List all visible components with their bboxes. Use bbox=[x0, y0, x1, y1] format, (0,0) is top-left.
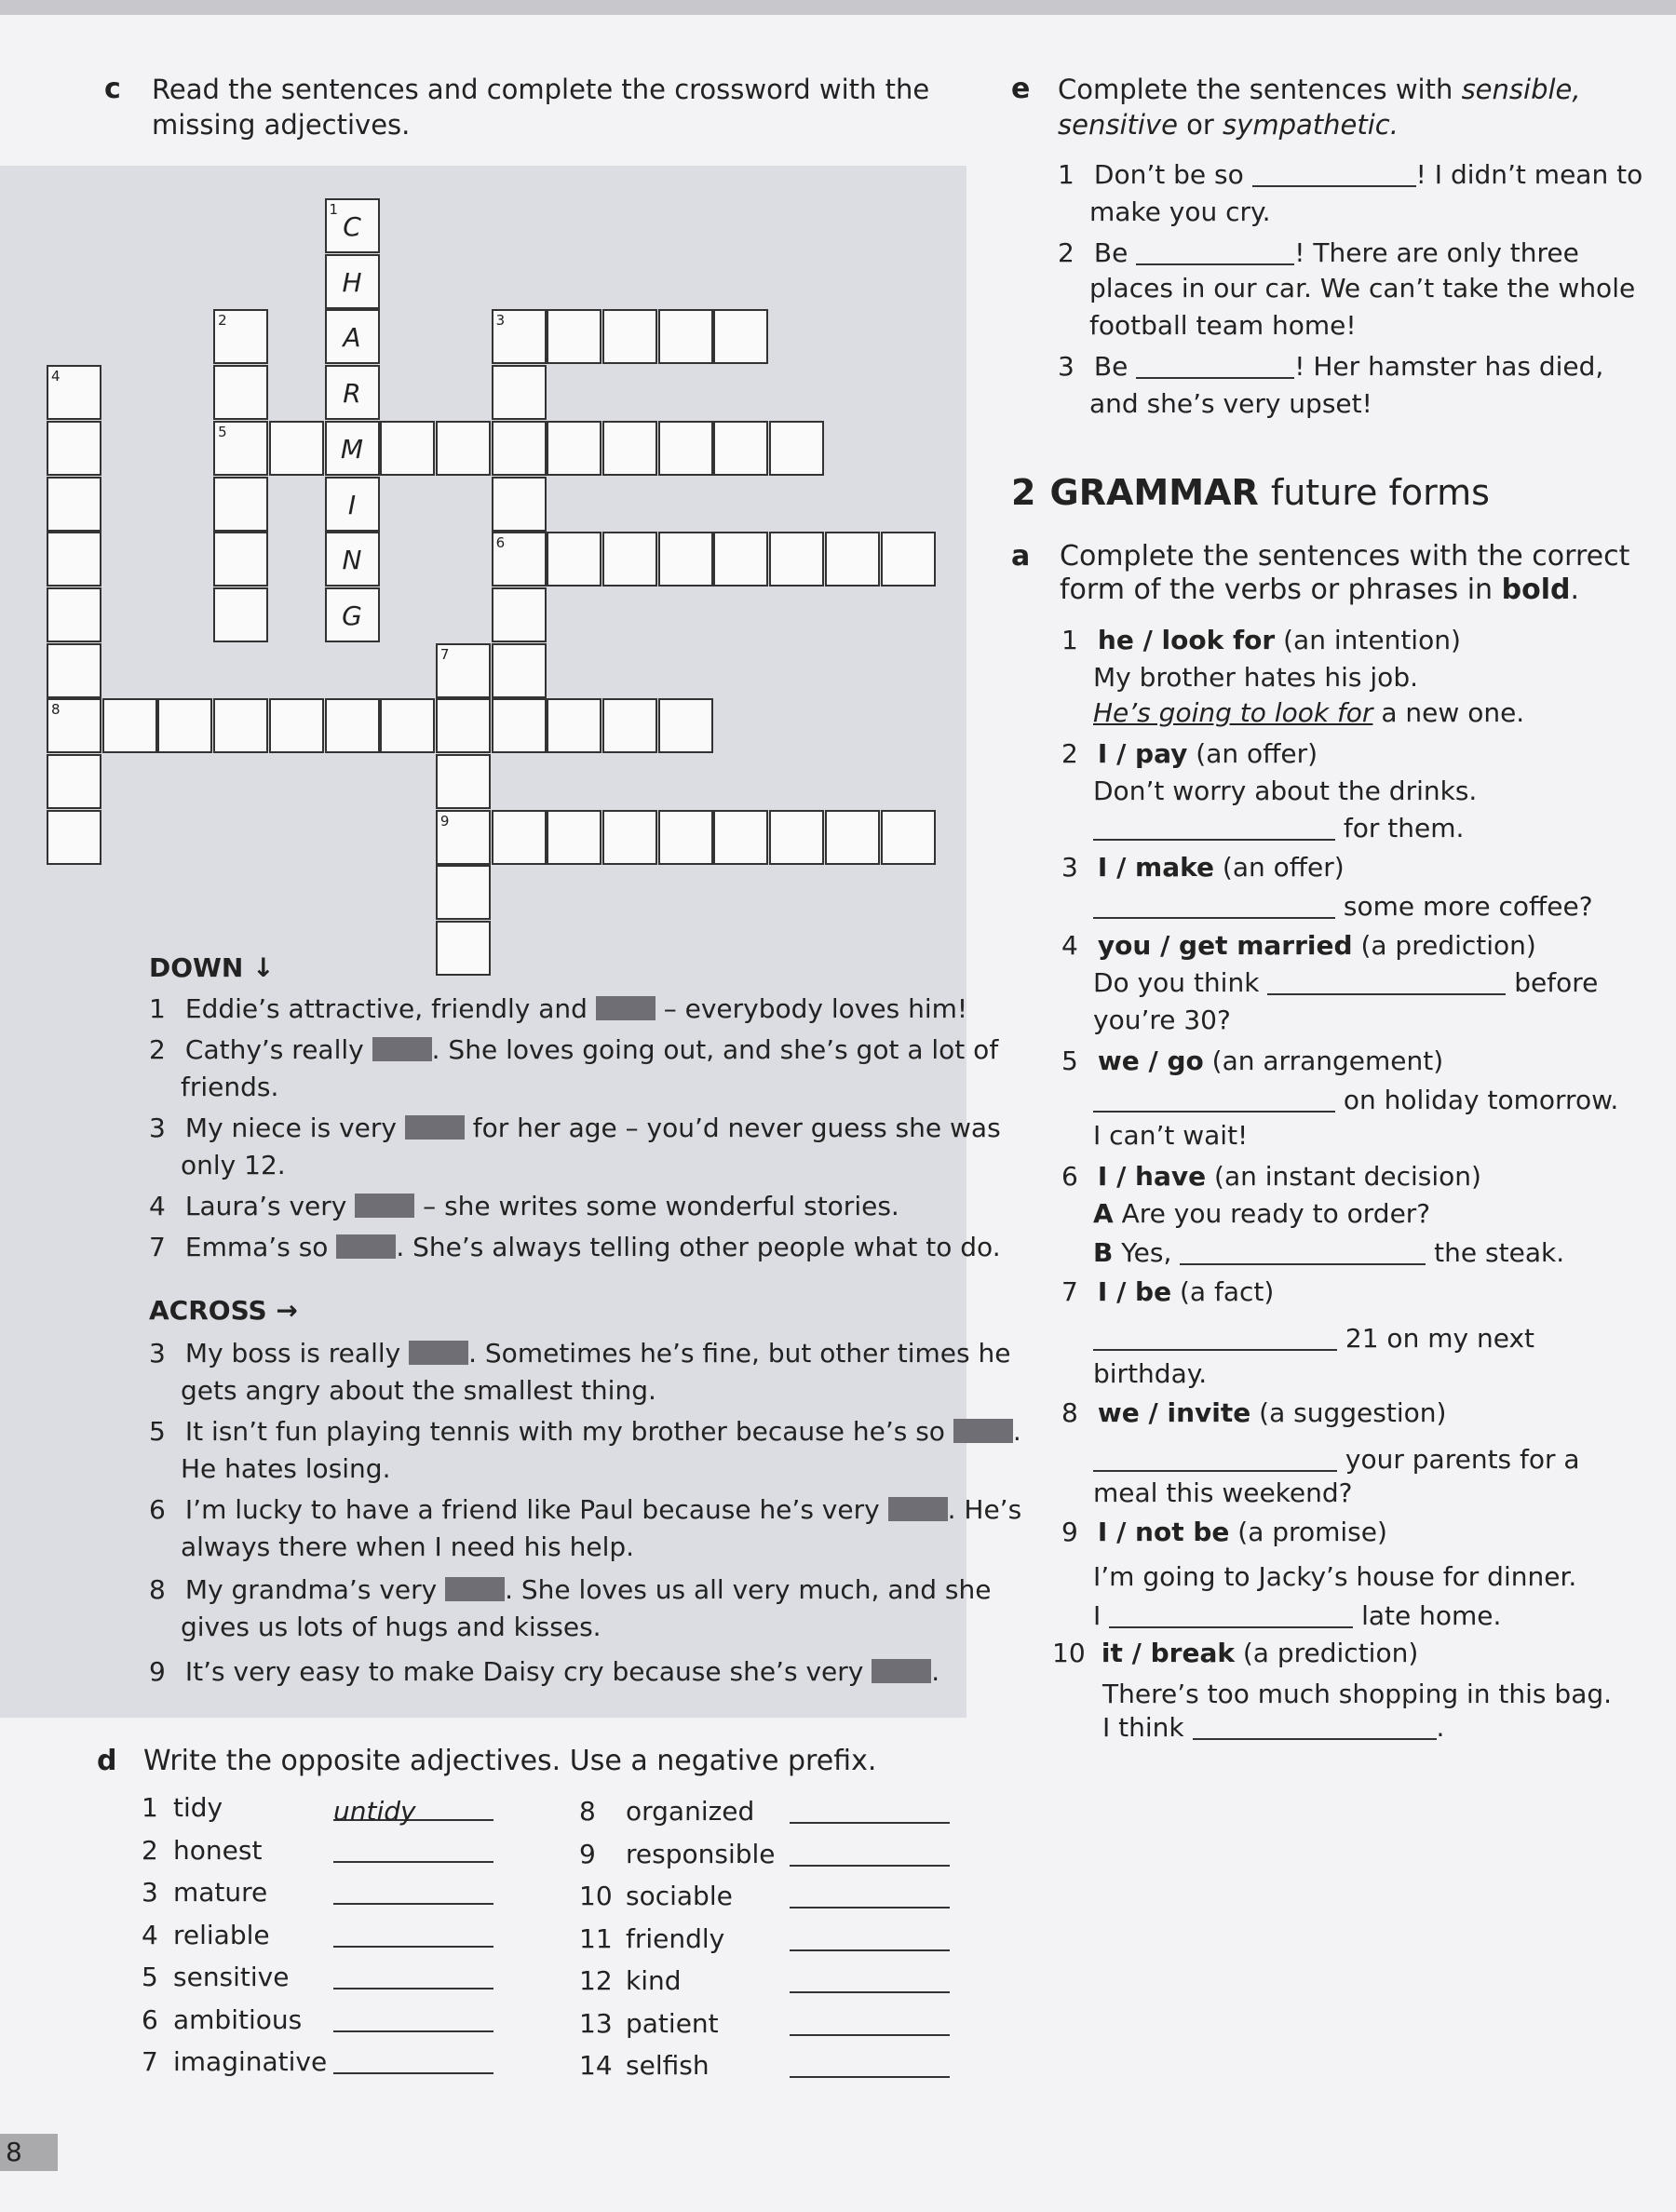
cell-number: 5 bbox=[218, 423, 227, 440]
crossword-cell[interactable] bbox=[492, 698, 547, 753]
g-item-1-line: My brother hates his job. bbox=[1093, 662, 1418, 693]
g-item-3: 3 I / make (an offer) bbox=[1061, 852, 1345, 883]
item-word: mature bbox=[173, 1877, 268, 1908]
page-number: 8 bbox=[0, 2134, 58, 2171]
item-word: honest bbox=[173, 1834, 263, 1866]
g-item-7: 7 I / be (a fact) bbox=[1061, 1276, 1275, 1307]
top-edge bbox=[0, 0, 1676, 15]
section-c-instruction-2: missing adjectives. bbox=[152, 109, 411, 141]
opposite-item bbox=[142, 1789, 493, 1827]
item-number: 3 bbox=[142, 1877, 158, 1908]
section-e-instruction-2: sensitive or sympathetic. bbox=[1058, 109, 1399, 141]
e-item-1: 1 Don’t be so ! I didn’t mean to bbox=[1058, 159, 1643, 190]
item-word: tidy bbox=[173, 1792, 223, 1823]
g-item-2: 2 I / pay (an offer) bbox=[1061, 738, 1318, 769]
crossword-cell[interactable] bbox=[602, 309, 657, 364]
cell-number: 7 bbox=[439, 645, 450, 663]
crossword-cell[interactable] bbox=[269, 421, 324, 476]
opposite-item bbox=[142, 2002, 493, 2039]
across-clue-9: 9 It’s very easy to make Daisy cry because she’s very . bbox=[149, 1656, 940, 1687]
answer-blank[interactable] bbox=[1109, 1600, 1353, 1628]
crossword-cell[interactable] bbox=[492, 365, 547, 420]
item-word: ambitious bbox=[173, 2003, 303, 2035]
item-number: 8 bbox=[579, 1796, 596, 1827]
g-item-9-line: I’m going to Jacky’s house for dinner. bbox=[1093, 1561, 1577, 1592]
section-c-letter: c bbox=[104, 73, 121, 105]
item-word: friendly bbox=[626, 1922, 725, 1954]
g-item-10-line: There’s too much shopping in this bag. bbox=[1102, 1679, 1613, 1709]
section-d-instruction: Write the opposite adjectives. Use a negative prefix. bbox=[143, 1745, 877, 1777]
opposite-item bbox=[579, 1921, 950, 1958]
item-word: selfish bbox=[626, 2050, 710, 2081]
crossword-cell[interactable] bbox=[547, 532, 601, 587]
crossword-cell[interactable] bbox=[547, 309, 601, 364]
opposite-item bbox=[142, 1959, 493, 1996]
item-word: reliable bbox=[173, 1919, 270, 1950]
crossword-cell[interactable] bbox=[213, 698, 268, 753]
crossword-cell[interactable] bbox=[492, 309, 547, 364]
answer-blank[interactable] bbox=[1093, 1444, 1337, 1472]
crossword-cell[interactable] bbox=[157, 698, 212, 753]
item-word: responsible bbox=[626, 1838, 776, 1869]
g-item-8-answer: your parents for a bbox=[1093, 1441, 1580, 1478]
answer-blank[interactable] bbox=[333, 1962, 493, 1989]
cell-number: 1 bbox=[329, 201, 339, 218]
e-item-2-cont2: football team home! bbox=[1089, 310, 1357, 341]
item-number: 2 bbox=[142, 1834, 158, 1866]
answer-blank[interactable] bbox=[1136, 237, 1294, 265]
crossword-cell[interactable] bbox=[325, 477, 380, 532]
crossword-cell[interactable] bbox=[547, 698, 601, 753]
answer-blank[interactable] bbox=[333, 2046, 493, 2074]
g-item-9: 9 I / not be (a promise) bbox=[1061, 1517, 1387, 1547]
e-item-2: 2 Be ! There are only three bbox=[1058, 237, 1579, 268]
crossword-cell[interactable] bbox=[492, 421, 547, 476]
answer-blank[interactable] bbox=[790, 1796, 950, 1824]
crossword-cell[interactable] bbox=[547, 810, 601, 865]
crossword-cell[interactable] bbox=[881, 532, 936, 587]
crossword-cell[interactable] bbox=[213, 421, 268, 476]
crossword-cell[interactable] bbox=[825, 810, 880, 865]
g-item-3-answer: some more coffee? bbox=[1093, 888, 1593, 925]
down-clue-3-cont: only 12. bbox=[181, 1150, 286, 1180]
crossword-cell[interactable] bbox=[492, 643, 547, 698]
crossword-cell[interactable] bbox=[325, 421, 380, 476]
crossword-cell[interactable] bbox=[213, 587, 268, 642]
crossword-cell[interactable] bbox=[547, 421, 601, 476]
answer-blank[interactable] bbox=[333, 2004, 493, 2032]
grammar-a-letter: a bbox=[1011, 540, 1031, 573]
crossword-cell[interactable] bbox=[436, 754, 491, 809]
opposite-item bbox=[579, 1836, 950, 1873]
answer-blank[interactable] bbox=[790, 2050, 950, 2078]
item-number: 14 bbox=[579, 2050, 613, 2081]
g-item-8: 8 we / invite (a suggestion) bbox=[1061, 1397, 1447, 1428]
crossword-cell[interactable] bbox=[492, 587, 547, 642]
answer-blank[interactable] bbox=[1136, 351, 1294, 379]
answer-blank[interactable] bbox=[790, 1965, 950, 1993]
item-word: sensitive bbox=[173, 1962, 290, 1992]
crossword-cell[interactable] bbox=[47, 643, 101, 698]
cell-number: 4 bbox=[51, 368, 61, 385]
answer-blank[interactable] bbox=[333, 1920, 493, 1948]
e-item-2-cont: places in our car. We can’t take the whole bbox=[1089, 273, 1636, 303]
item-number: 6 bbox=[142, 2003, 158, 2035]
section-e-instruction-1: Complete the sentences with sensible, bbox=[1058, 74, 1581, 105]
cell-number: 3 bbox=[495, 312, 506, 330]
crossword-cell[interactable] bbox=[769, 532, 824, 587]
g-item-1-answer: He’s going to look for a new one. bbox=[1093, 697, 1525, 728]
crossword-cell[interactable] bbox=[102, 698, 157, 753]
across-clue-3-cont: gets angry about the smallest thing. bbox=[181, 1375, 656, 1406]
across-clue-5-cont: He hates losing. bbox=[181, 1453, 391, 1484]
crossword-cell[interactable] bbox=[325, 365, 380, 420]
answer-blank[interactable] bbox=[333, 1835, 493, 1863]
opposite-item bbox=[579, 1793, 950, 1830]
crossword-cell[interactable] bbox=[713, 810, 768, 865]
crossword-cell[interactable] bbox=[380, 421, 435, 476]
down-clue-3: 3 My niece is very for her age – you’d never guess she was bbox=[149, 1113, 1001, 1143]
crossword-cell[interactable] bbox=[325, 198, 380, 253]
crossword-cell[interactable] bbox=[325, 532, 380, 587]
opposite-item bbox=[142, 2043, 493, 2081]
g-item-1: 1 he / look for (an intention) bbox=[1061, 625, 1461, 655]
down-clue-7: 7 Emma’s so . She’s always telling other people what to do. bbox=[149, 1232, 1001, 1262]
opposite-item bbox=[142, 1832, 493, 1869]
down-clue-2-cont: friends. bbox=[181, 1072, 279, 1102]
crossword-cell[interactable] bbox=[47, 587, 101, 642]
crossword-cell[interactable] bbox=[47, 532, 101, 587]
crossword-cell[interactable] bbox=[769, 810, 824, 865]
down-heading: DOWN ↓ bbox=[149, 952, 275, 983]
crossword-cell[interactable] bbox=[658, 532, 713, 587]
g-item-4-line: Do you think before bbox=[1093, 967, 1599, 998]
crossword-cell[interactable] bbox=[269, 698, 324, 753]
answer-blank[interactable] bbox=[1180, 1237, 1426, 1265]
crossword-cell[interactable] bbox=[436, 865, 491, 920]
crossword-cell[interactable] bbox=[325, 254, 380, 309]
across-clue-8: 8 My grandma’s very . She loves us all very much, and she bbox=[149, 1574, 992, 1605]
crossword-cell[interactable] bbox=[47, 754, 101, 809]
crossword-cell[interactable] bbox=[825, 532, 880, 587]
item-word: imaginative bbox=[173, 2046, 328, 2077]
cell-number: 8 bbox=[51, 701, 61, 719]
item-number: 4 bbox=[142, 1919, 158, 1950]
cell-letter: M bbox=[340, 433, 364, 465]
g-item-7-answer: 21 on my next bbox=[1093, 1320, 1534, 1357]
item-number: 7 bbox=[142, 2046, 158, 2077]
section-e-letter: e bbox=[1011, 73, 1031, 105]
answer-blank[interactable] bbox=[1093, 1085, 1335, 1113]
answer-blank[interactable] bbox=[1093, 813, 1335, 841]
item-number: 11 bbox=[579, 1922, 613, 1954]
item-number: 10 bbox=[579, 1881, 613, 1911]
answer-blank[interactable] bbox=[333, 1877, 493, 1905]
answer-blank[interactable] bbox=[1267, 967, 1506, 995]
crossword-cell[interactable] bbox=[658, 421, 713, 476]
crossword-cell[interactable] bbox=[492, 532, 547, 587]
crossword-cell[interactable] bbox=[436, 421, 491, 476]
section-d-letter: d bbox=[97, 1745, 117, 1777]
across-heading: ACROSS → bbox=[149, 1295, 298, 1326]
item-word: sociable bbox=[626, 1881, 733, 1911]
cell-letter: R bbox=[343, 378, 361, 410]
across-clue-3: 3 My boss is really . Sometimes he’s fine, but other times he bbox=[149, 1338, 1011, 1369]
crossword-cell[interactable] bbox=[713, 309, 768, 364]
item-number: 9 bbox=[579, 1838, 596, 1869]
crossword-cell[interactable] bbox=[47, 810, 101, 865]
crossword-cell[interactable] bbox=[602, 421, 657, 476]
across-clue-8-cont: gives us lots of hugs and kisses. bbox=[181, 1612, 601, 1642]
opposite-item bbox=[142, 1874, 493, 1911]
g-item-10: 10 it / break (a prediction) bbox=[1052, 1638, 1419, 1668]
e-item-3: 3 Be ! Her hamster has died, bbox=[1058, 351, 1604, 382]
cell-number: 6 bbox=[495, 534, 506, 552]
item-word: organized bbox=[626, 1796, 755, 1827]
g-item-6-b: B Yes, the steak. bbox=[1093, 1237, 1565, 1268]
opposite-item bbox=[579, 1962, 950, 2000]
answer-text: untidy bbox=[333, 1796, 416, 1827]
crossword-cell[interactable] bbox=[213, 365, 268, 420]
g-item-6-a: A Are you ready to order? bbox=[1093, 1198, 1431, 1229]
crossword-cell[interactable] bbox=[436, 698, 491, 753]
g-item-6: 6 I / have (an instant decision) bbox=[1061, 1161, 1481, 1192]
g-item-8-cont: meal this weekend? bbox=[1093, 1477, 1353, 1508]
item-word: patient bbox=[626, 2007, 719, 2039]
crossword-cell[interactable] bbox=[47, 698, 101, 753]
g-item-5-cont: I can’t wait! bbox=[1093, 1120, 1249, 1151]
crossword-cell[interactable] bbox=[380, 698, 435, 753]
cell-letter: A bbox=[343, 322, 361, 354]
cell-letter: N bbox=[342, 545, 362, 576]
g-item-7-cont: birthday. bbox=[1093, 1358, 1208, 1389]
g-item-4-cont: you’re 30? bbox=[1093, 1005, 1231, 1035]
item-number: 13 bbox=[579, 2007, 613, 2039]
crossword-cell[interactable] bbox=[602, 810, 657, 865]
crossword-cell[interactable] bbox=[47, 421, 101, 476]
g-item-9-answer: I late home. bbox=[1093, 1600, 1502, 1631]
down-clue-4: 4 Laura’s very – she writes some wonderful stories. bbox=[149, 1191, 899, 1221]
answer-blank[interactable] bbox=[790, 1881, 950, 1909]
g-item-2-answer: for them. bbox=[1093, 810, 1464, 847]
cell-letter: H bbox=[342, 266, 362, 298]
answer-blank[interactable] bbox=[790, 2008, 950, 2036]
item-word: kind bbox=[626, 1965, 682, 1996]
crossword-cell[interactable] bbox=[213, 532, 268, 587]
crossword-cell[interactable] bbox=[713, 421, 768, 476]
opposite-item bbox=[579, 1878, 950, 1915]
grammar-a-instruction-1: Complete the sentences with the correct bbox=[1060, 540, 1630, 573]
answer-blank[interactable] bbox=[790, 1923, 950, 1951]
answer-blank[interactable] bbox=[333, 1793, 493, 1827]
crossword-cell[interactable] bbox=[436, 810, 491, 865]
crossword-cell[interactable] bbox=[881, 810, 936, 865]
cell-number: 2 bbox=[218, 312, 227, 330]
down-clue-1: 1 Eddie’s attractive, friendly and – everybody loves him! bbox=[149, 993, 968, 1024]
opposite-item bbox=[142, 1917, 493, 1954]
crossword-cell[interactable] bbox=[713, 532, 768, 587]
across-clue-6: 6 I’m lucky to have a friend like Paul because he’s very . He’s bbox=[149, 1494, 1022, 1525]
answer-blank[interactable] bbox=[1193, 1712, 1437, 1740]
cell-number: 9 bbox=[439, 812, 450, 830]
across-clue-5: 5 It isn’t fun playing tennis with my brother because he’s so . bbox=[149, 1416, 1021, 1447]
down-clue-2: 2 Cathy’s really . She loves going out, and she’s got a lot of bbox=[149, 1034, 999, 1065]
crossword-cell[interactable] bbox=[602, 698, 657, 753]
section-c-instruction-1: Read the sentences and complete the crossword with the bbox=[152, 74, 930, 105]
crossword-cell[interactable] bbox=[769, 421, 824, 476]
crossword-cell[interactable] bbox=[213, 477, 268, 532]
item-number: 12 bbox=[579, 1965, 613, 1996]
across-clue-6-cont: always there when I need his help. bbox=[181, 1531, 635, 1562]
crossword-cell[interactable] bbox=[213, 309, 268, 364]
e-item-1-cont: make you cry. bbox=[1089, 196, 1271, 227]
crossword-cell[interactable] bbox=[436, 643, 491, 698]
crossword-cell[interactable] bbox=[492, 810, 547, 865]
crossword-cell[interactable] bbox=[325, 698, 380, 753]
crossword-cell[interactable] bbox=[47, 365, 101, 420]
crossword-cell[interactable] bbox=[436, 921, 491, 976]
grammar-a-instruction-2: form of the verbs or phrases in bold. bbox=[1060, 573, 1579, 606]
opposite-item bbox=[579, 2005, 950, 2043]
answer-blank[interactable] bbox=[1093, 891, 1335, 919]
crossword-cell[interactable] bbox=[492, 477, 547, 532]
cell-letter: G bbox=[342, 600, 362, 631]
cell-letter: C bbox=[343, 211, 361, 242]
g-item-2-line: Don’t worry about the drinks. bbox=[1093, 776, 1478, 806]
answer-blank[interactable] bbox=[1252, 159, 1416, 187]
opposite-item bbox=[579, 2047, 950, 2084]
cell-letter: I bbox=[347, 489, 357, 520]
item-number: 1 bbox=[142, 1792, 158, 1823]
crossword-cell[interactable] bbox=[325, 587, 380, 642]
grammar-heading: 2 GRAMMAR future forms bbox=[1011, 472, 1490, 513]
g-item-10-answer: I think . bbox=[1102, 1712, 1445, 1743]
crossword-cell[interactable] bbox=[658, 698, 713, 753]
crossword-cell[interactable] bbox=[325, 309, 380, 364]
crossword-cell[interactable] bbox=[658, 810, 713, 865]
g-item-5: 5 we / go (an arrangement) bbox=[1061, 1045, 1444, 1076]
answer-blank[interactable] bbox=[1093, 1323, 1337, 1351]
g-item-4: 4 you / get married (a prediction) bbox=[1061, 930, 1536, 961]
crossword-cell[interactable] bbox=[658, 309, 713, 364]
answer-blank[interactable] bbox=[790, 1839, 950, 1867]
g-item-5-answer: on holiday tomorrow. bbox=[1093, 1082, 1618, 1119]
e-item-3-cont: and she’s very upset! bbox=[1089, 388, 1372, 419]
crossword-cell[interactable] bbox=[602, 532, 657, 587]
item-number: 5 bbox=[142, 1962, 158, 1992]
crossword-cell[interactable] bbox=[47, 477, 101, 532]
